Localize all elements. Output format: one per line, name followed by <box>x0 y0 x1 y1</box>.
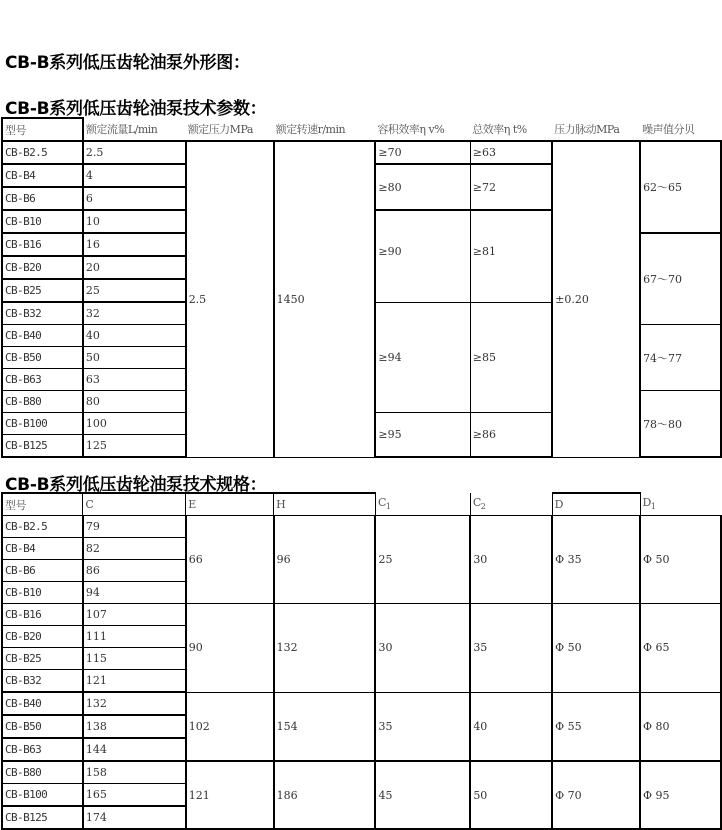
c-cell: 111 <box>83 626 186 648</box>
flow-cell: 4 <box>83 164 186 187</box>
header-h: H <box>274 493 376 516</box>
header-flow: 额定流量L/min <box>83 118 186 141</box>
noise-cell: 74～77 <box>640 325 721 391</box>
header-c2-label: C <box>472 496 481 510</box>
flow-cell: 25 <box>83 279 186 302</box>
c-cell: 132 <box>83 692 186 715</box>
c-cell: 79 <box>83 516 186 538</box>
flow-cell: 100 <box>83 413 186 435</box>
model-cell: CB-B2.5 <box>2 141 83 164</box>
c2-cell: 40 <box>470 692 552 761</box>
flow-cell: 2.5 <box>83 141 186 164</box>
table-row <box>2 516 721 538</box>
c-cell: 86 <box>83 560 186 582</box>
flow-cell: 16 <box>83 233 186 256</box>
header-c1 <box>375 493 470 516</box>
table-row <box>2 141 721 164</box>
flow-cell: 10 <box>83 210 186 233</box>
header-model: 型号 <box>2 118 83 141</box>
d-cell: Φ 50 <box>552 604 640 693</box>
flow-cell: 50 <box>83 347 186 369</box>
flow-cell: 20 <box>83 256 186 279</box>
c1-cell: 25 <box>375 516 470 604</box>
specs-table <box>1 492 722 830</box>
model-cell: CB-B2.5 <box>2 516 83 538</box>
c2-cell: 50 <box>470 761 552 829</box>
total-eff-cell: ≥63 <box>470 141 552 164</box>
header-c2 <box>470 493 552 516</box>
c-cell: 107 <box>83 604 186 626</box>
c-cell: 174 <box>83 806 186 829</box>
model-cell: CB-B80 <box>2 761 83 784</box>
model-cell: CB-B125 <box>2 806 83 829</box>
model-cell: CB-B25 <box>2 648 83 670</box>
specs-header-row <box>2 493 721 516</box>
noise-cell: 62～65 <box>640 141 721 233</box>
header-c1-label: C <box>377 496 386 510</box>
d-cell: Φ 55 <box>552 692 640 761</box>
model-cell: CB-B25 <box>2 279 83 302</box>
total-eff-cell: ≥81 <box>470 210 552 302</box>
header-c2-sub: 2 <box>480 502 486 512</box>
model-cell: CB-B80 <box>2 391 83 413</box>
model-cell: CB-B100 <box>2 413 83 435</box>
model-cell: CB-B16 <box>2 233 83 256</box>
rated-speed-cell: 1450 <box>274 141 376 457</box>
model-cell: CB-B63 <box>2 369 83 391</box>
total-eff-cell: ≥85 <box>470 302 552 413</box>
c2-cell: 35 <box>470 604 552 693</box>
d1-cell: Φ 50 <box>640 516 721 604</box>
model-cell: CB-B125 <box>2 435 83 458</box>
d1-cell: Φ 95 <box>640 761 721 829</box>
header-vol-eff: 容积效率η v% <box>375 118 470 141</box>
vol-eff-cell: ≥80 <box>375 164 470 210</box>
h-cell: 132 <box>274 604 376 693</box>
model-cell: CB-B10 <box>2 210 83 233</box>
params-table <box>1 117 722 458</box>
flow-cell: 6 <box>83 187 186 210</box>
header-total-eff: 总效率η t% <box>470 118 552 141</box>
header-d1-label: D <box>642 496 651 510</box>
model-cell: CB-B63 <box>2 738 83 761</box>
outline-heading: CB-B系列低压齿轮油泵外形图： <box>5 53 250 73</box>
specs-heading: CB-B系列低压齿轮油泵技术规格： <box>5 475 267 495</box>
model-cell: CB-B16 <box>2 604 83 626</box>
c1-cell: 45 <box>375 761 470 829</box>
model-cell: CB-B100 <box>2 784 83 807</box>
c1-cell: 35 <box>375 692 470 761</box>
header-d1-sub: 1 <box>650 502 656 512</box>
header-d1 <box>640 493 721 516</box>
flow-cell: 80 <box>83 391 186 413</box>
model-cell: CB-B6 <box>2 560 83 582</box>
rated-pressure-cell: 2.5 <box>186 141 274 457</box>
header-e: E <box>186 493 274 516</box>
header-speed: 额定转速r/min <box>274 118 376 141</box>
table-row <box>2 692 721 715</box>
model-cell: CB-B10 <box>2 582 83 604</box>
flow-cell: 40 <box>83 325 186 347</box>
params-heading: CB-B系列低压齿轮油泵技术参数： <box>5 99 267 119</box>
vol-eff-cell: ≥70 <box>375 141 470 164</box>
header-pressure: 额定压力MPa <box>186 118 274 141</box>
noise-cell: 78～80 <box>640 391 721 458</box>
d-cell: Φ 70 <box>552 761 640 829</box>
c-cell: 94 <box>83 582 186 604</box>
model-cell: CB-B50 <box>2 347 83 369</box>
model-cell: CB-B40 <box>2 692 83 715</box>
vol-eff-cell: ≥95 <box>375 413 470 458</box>
c-cell: 144 <box>83 738 186 761</box>
noise-cell: 67～70 <box>640 233 721 325</box>
c-cell: 82 <box>83 538 186 560</box>
params-header-row <box>2 118 721 141</box>
pressure-pulse-cell: ±0.20 <box>552 141 640 457</box>
model-cell: CB-B20 <box>2 626 83 648</box>
h-cell: 186 <box>274 761 376 829</box>
vol-eff-cell: ≥94 <box>375 302 470 413</box>
header-noise: 噪声值分贝 <box>640 118 721 141</box>
table-row <box>2 604 721 626</box>
model-cell: CB-B4 <box>2 538 83 560</box>
e-cell: 66 <box>186 516 274 604</box>
d1-cell: Φ 65 <box>640 604 721 693</box>
c-cell: 165 <box>83 784 186 807</box>
c-cell: 138 <box>83 715 186 738</box>
model-cell: CB-B4 <box>2 164 83 187</box>
header-c: C <box>83 493 186 516</box>
c1-cell: 30 <box>375 604 470 693</box>
c-cell: 158 <box>83 761 186 784</box>
total-eff-cell: ≥72 <box>470 164 552 210</box>
model-cell: CB-B6 <box>2 187 83 210</box>
d1-cell: Φ 80 <box>640 692 721 761</box>
model-cell: CB-B40 <box>2 325 83 347</box>
h-cell: 154 <box>274 692 376 761</box>
model-cell: CB-B32 <box>2 302 83 325</box>
model-cell: CB-B32 <box>2 670 83 693</box>
header-model: 型号 <box>2 493 83 516</box>
flow-cell: 125 <box>83 435 186 458</box>
c-cell: 121 <box>83 670 186 693</box>
d-cell: Φ 35 <box>552 516 640 604</box>
e-cell: 121 <box>186 761 274 829</box>
header-c1-sub: 1 <box>385 502 391 512</box>
model-cell: CB-B20 <box>2 256 83 279</box>
h-cell: 96 <box>274 516 376 604</box>
e-cell: 102 <box>186 692 274 761</box>
vol-eff-cell: ≥90 <box>375 210 470 302</box>
flow-cell: 32 <box>83 302 186 325</box>
header-d: D <box>552 493 640 516</box>
flow-cell: 63 <box>83 369 186 391</box>
table-row <box>2 761 721 784</box>
c2-cell: 30 <box>470 516 552 604</box>
total-eff-cell: ≥86 <box>470 413 552 458</box>
c-cell: 115 <box>83 648 186 670</box>
e-cell: 90 <box>186 604 274 693</box>
model-cell: CB-B50 <box>2 715 83 738</box>
header-pulse: 压力脉动MPa <box>552 118 640 141</box>
